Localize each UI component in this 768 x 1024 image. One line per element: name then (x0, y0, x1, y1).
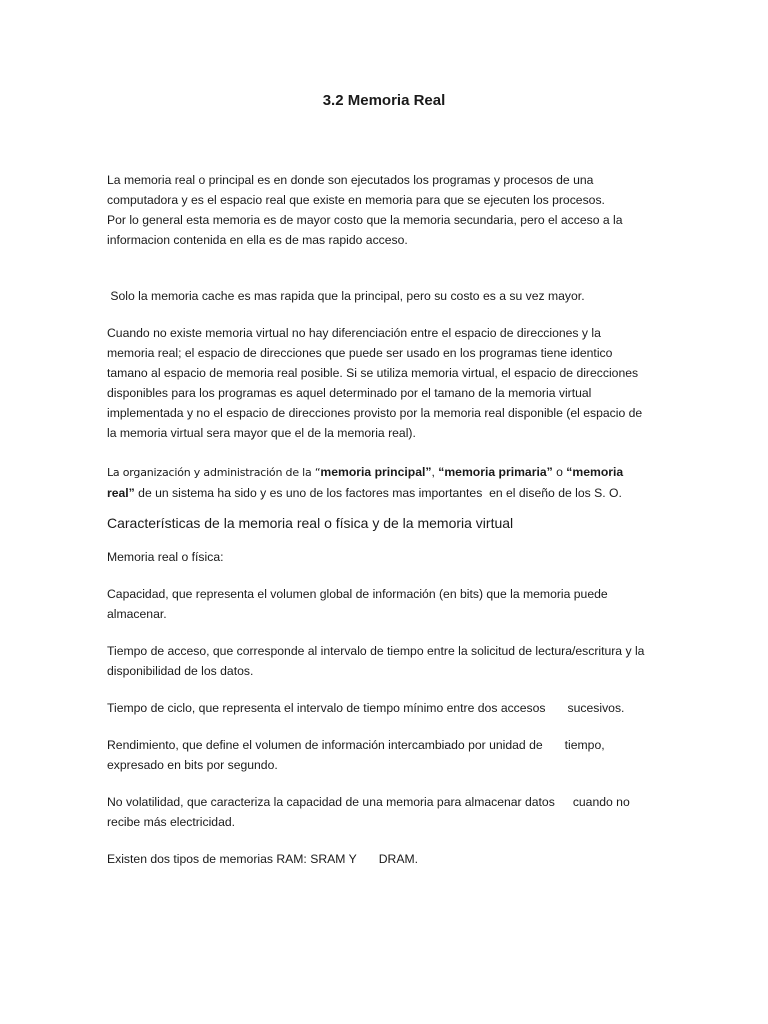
text-sep: o (552, 465, 567, 479)
text-line: DRAM. (378, 852, 418, 866)
text-line: almacenar. (107, 607, 167, 621)
text-line: la memoria virtual sera mayor que el de la memoria real). (107, 426, 416, 440)
text-line: Solo la memoria cache es mas rapida que la principal, pero su costo es a su vez mayor. (107, 289, 585, 303)
paragraph-memoria-fisica: Memoria real o física: (107, 550, 224, 564)
text-line: Capacidad, que representa el volumen global de información (en bits) que la memoria puede (107, 587, 608, 601)
text-line: implementada y no el espacio de direcciones provisto por la memoria real disponible (el espacio de (107, 406, 643, 420)
paragraph-capacidad (107, 584, 667, 624)
text-line: memoria real; el espacio de direcciones que puede ser usado en los programas tiene identico (107, 346, 613, 360)
text-line: No volatilidad, que caracteriza la capacidad de una memoria para almacenar datos (107, 795, 555, 809)
paragraph-organizacion (107, 462, 667, 503)
paragraph-no-volatilidad (107, 792, 667, 832)
bold-term: real” (107, 486, 135, 500)
text-sep: , (431, 465, 439, 479)
text-line: recibe más electricidad. (107, 815, 236, 829)
text-line: disponibles para los programas es aquel determinado por el tamano de la memoria virtual (107, 386, 592, 400)
text-line: informacion contenida en ella es de mas rapido acceso. (107, 233, 408, 247)
paragraph-tipos-ram (107, 849, 667, 869)
section-heading: Características de la memoria real o física y de la memoria virtual (107, 515, 514, 531)
text-line: expresado en bits por segundo. (107, 758, 278, 772)
paragraph-memoria-cache (107, 286, 667, 306)
text-line: La memoria real o principal es en donde son ejecutados los programas y procesos de una (107, 173, 594, 187)
paragraph-memoria-virtual (107, 323, 667, 443)
text-tail: de un sistema ha sido y es uno de los factores mas importantes en el diseño de los S. O. (134, 486, 622, 500)
text-line: Rendimiento, que define el volumen de información intercambiado por unidad de (107, 738, 543, 752)
page-title: 3.2 Memoria Real (322, 92, 446, 109)
text-line: disponibilidad de los datos. (107, 664, 254, 678)
paragraph-tiempo-ciclo (107, 698, 667, 718)
text-line: Existen dos tipos de memorias RAM: SRAM Y (107, 852, 357, 866)
bold-term: “memoria (566, 465, 624, 479)
bold-term: “memoria primaria” (438, 465, 553, 479)
text-line: tiempo, (564, 738, 605, 752)
document-body (107, 170, 667, 886)
paragraph-rendimiento (107, 735, 667, 775)
text-line: tamano al espacio de memoria real posible. Si se utiliza memoria virtual, el espacio de direcciones (107, 366, 639, 380)
text-line: computadora y es el espacio real que existe en memoria para que se ejecuten los procesos. (107, 193, 605, 207)
text-line: Por lo general esta memoria es de mayor costo que la memoria secundaria, pero el acceso a la (107, 213, 623, 227)
text-line: Tiempo de acceso, que corresponde al intervalo de tiempo entre la solicitud de lectura/escritura y la (107, 644, 645, 658)
paragraph-memoria-real-definicion (107, 170, 667, 250)
paragraph-tiempo-acceso (107, 641, 667, 681)
text-lead: La organización y administración de la “ (107, 466, 321, 479)
text-line: cuando no (572, 795, 630, 809)
bold-term: memoria principal” (320, 465, 432, 479)
text-line: Cuando no existe memoria virtual no hay diferenciación entre el espacio de direcciones y la (107, 326, 601, 340)
text-line: sucesivos. (567, 701, 625, 715)
text-line: Tiempo de ciclo, que representa el intervalo de tiempo mínimo entre dos accesos (107, 701, 546, 715)
